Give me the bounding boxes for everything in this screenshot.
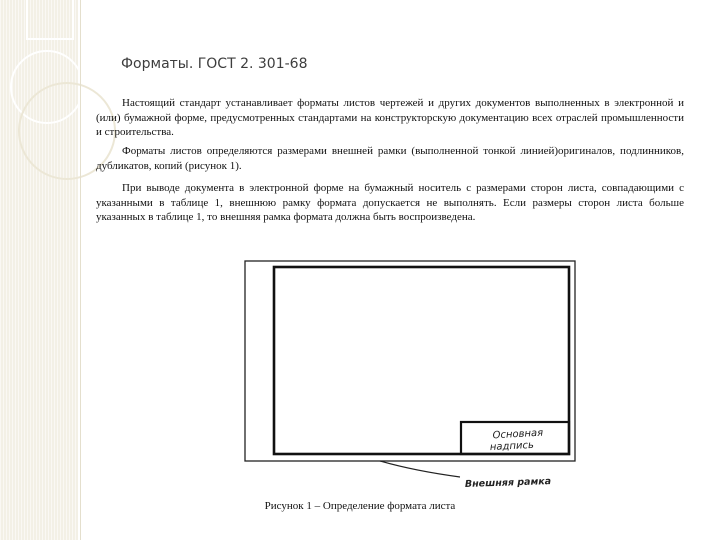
inner-frame bbox=[274, 267, 569, 454]
title-block-label-line-2: надпись bbox=[489, 439, 535, 454]
title-block-label-line-1: Основная bbox=[492, 427, 544, 442]
paragraph-format-definition: Форматы листов определяются размерами внешней рамки (выполненной тонкой линией)оригиналов, подлинников, дубликатов, копий (рисунок 1). bbox=[96, 145, 684, 172]
outer-frame-leader-line bbox=[380, 461, 460, 477]
decorative-divider bbox=[80, 0, 81, 540]
paragraph-standard-scope: Настоящий стандарт устанавливает форматы листов чертежей и других документов выполненных в электронной и (или) бумажной форме, предусмотренных стандартами на конструкторскую документацию всех отраслей промышленности и строительства. bbox=[96, 97, 684, 138]
outer-frame-label: Внешняя рамка bbox=[464, 475, 552, 490]
figure-caption: Рисунок 1 – Определение формата листа bbox=[264, 500, 456, 512]
paragraph-electronic-output: При выводе документа в электронной форме на бумажный носитель с размерами сторон листа, совпадающими с указанными в таблице 1, внешнюю рамку формата допускается не выполнять. Если размеры сторон листа больше указанных в таблице 1, то внешняя рамка формата должна быть воспроизведена. bbox=[96, 182, 684, 223]
decorative-corner-box bbox=[26, 0, 74, 40]
decorative-side-band bbox=[0, 0, 78, 540]
format-figure bbox=[230, 255, 590, 495]
page-title: Форматы. ГОСТ 2. 301-68 bbox=[121, 56, 308, 72]
